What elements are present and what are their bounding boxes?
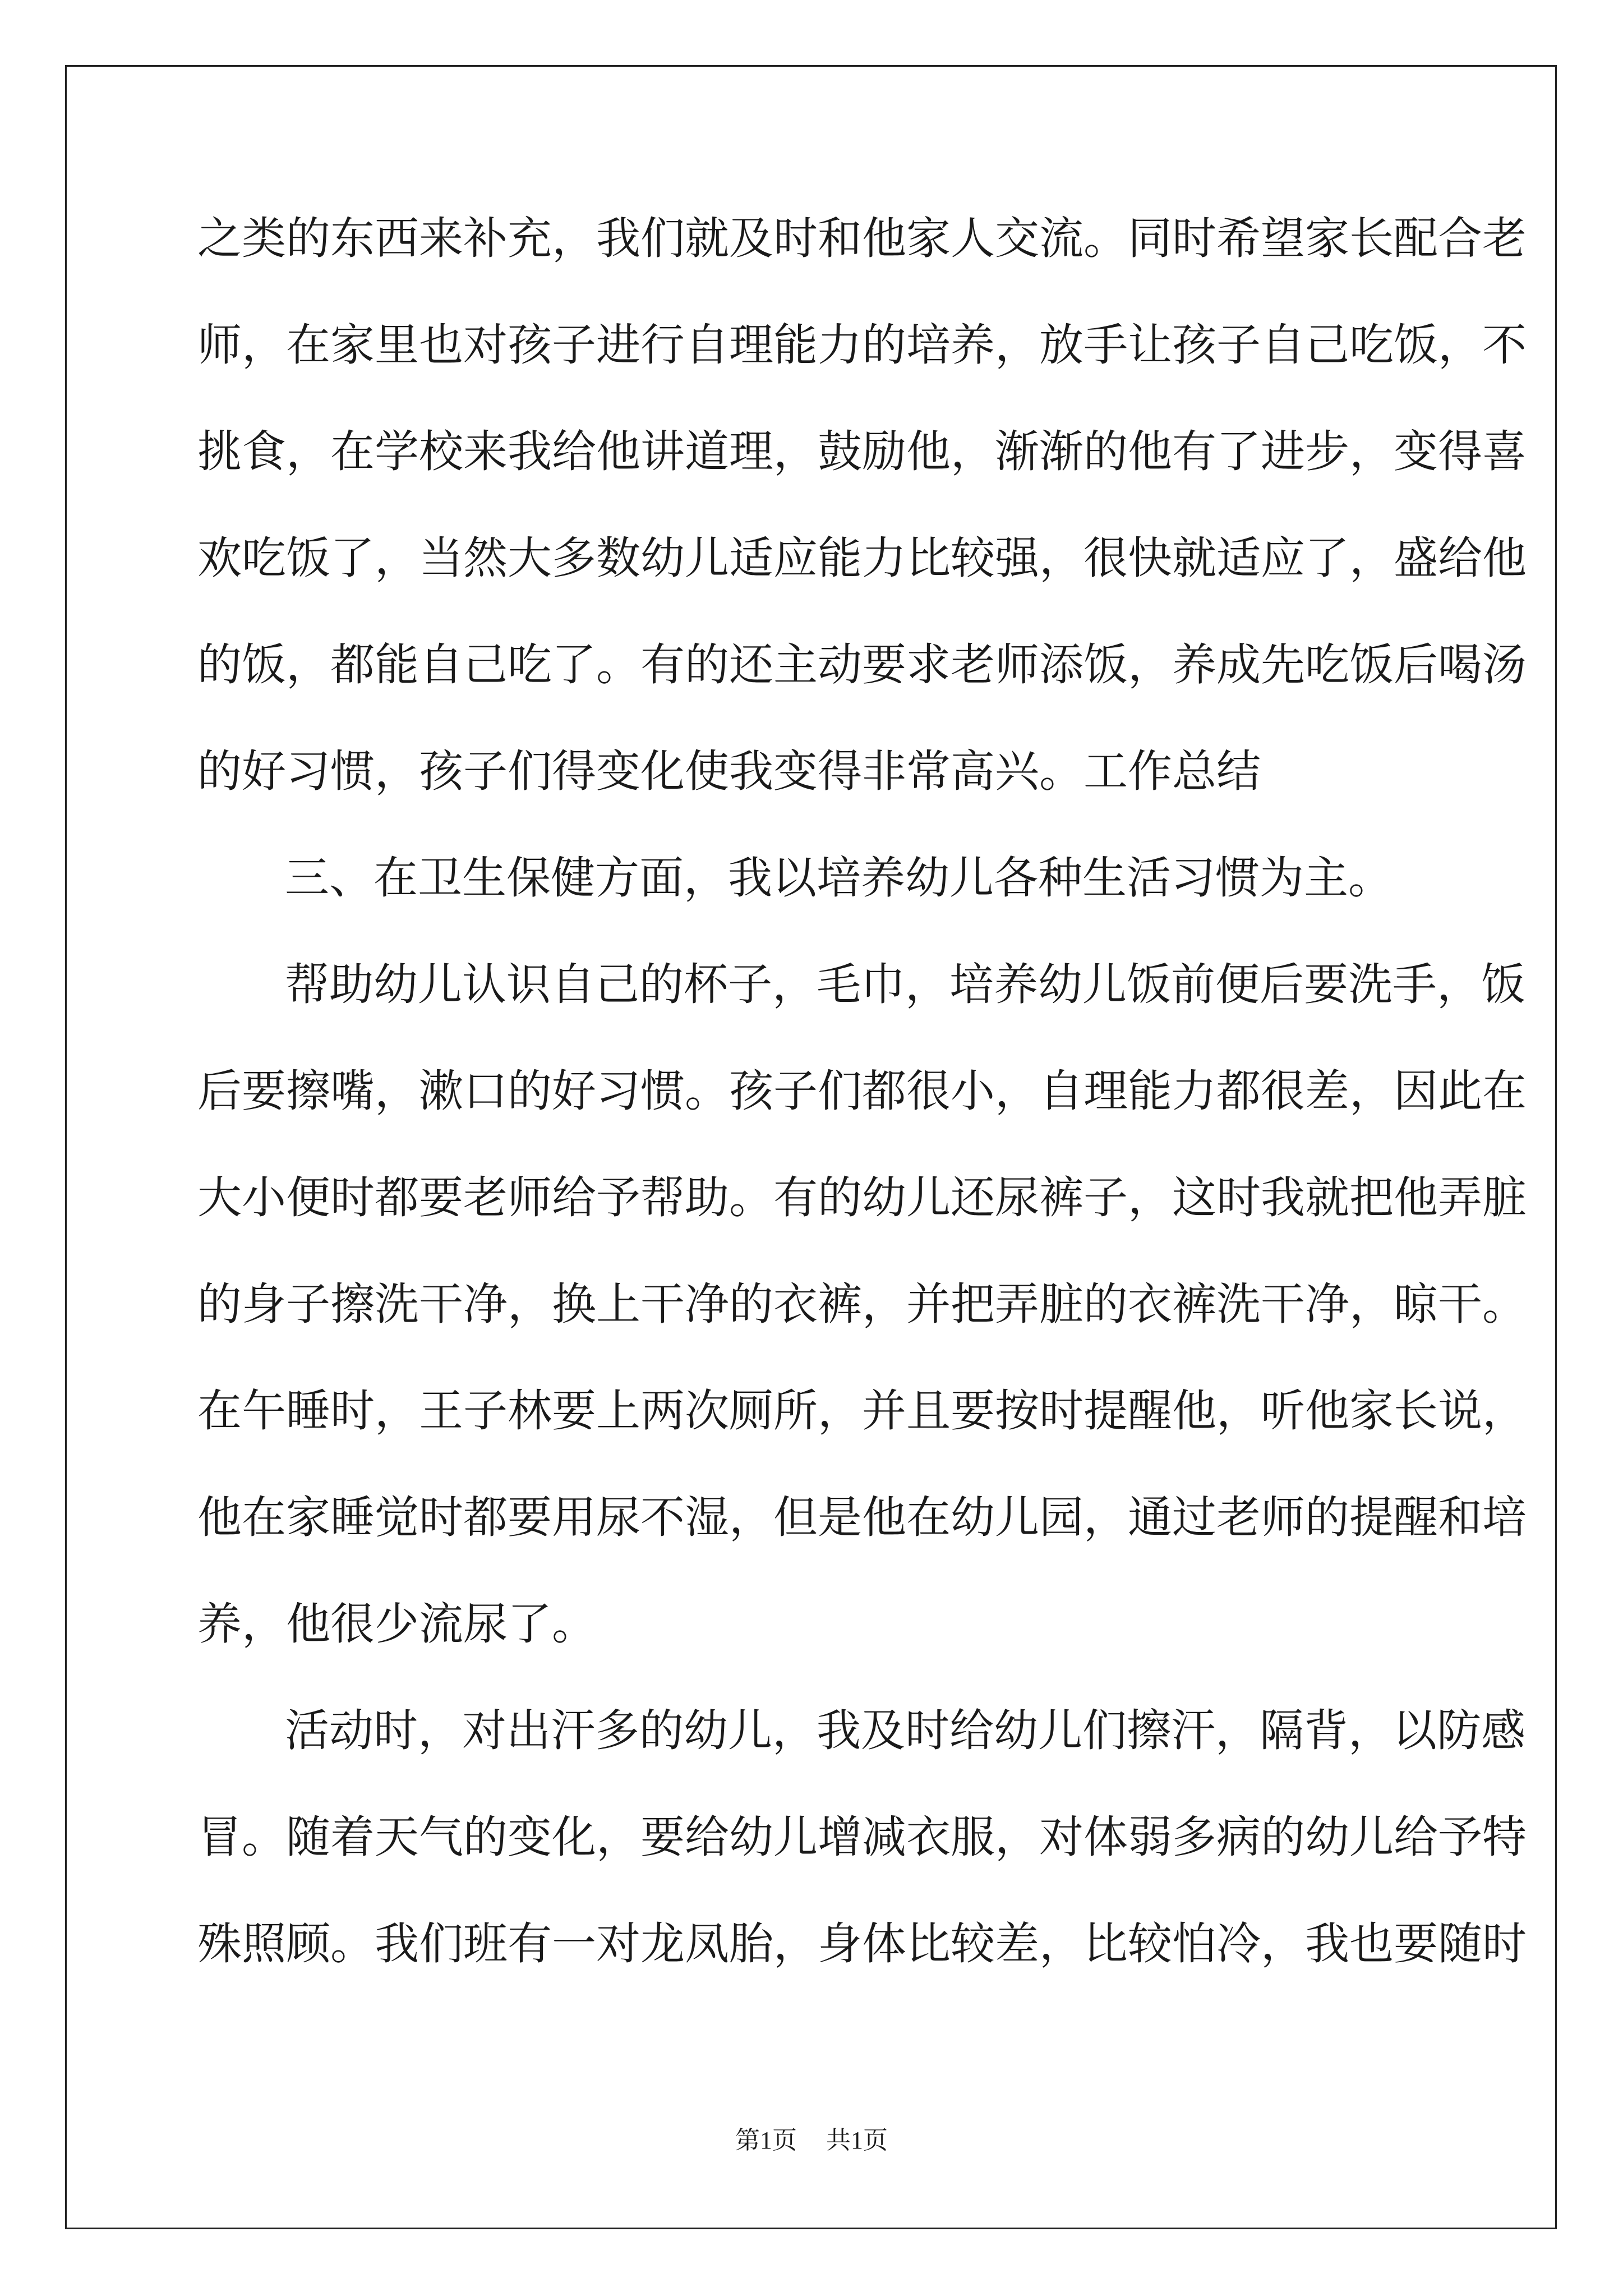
text-line: 他在家睡觉时都要用尿不湿，但是他在幼儿园，通过老师的提醒和培: [197, 1492, 1527, 1543]
page-total: 共1页: [826, 2127, 888, 2154]
text-line: 的身子擦洗干净，换上干净的衣裤，并把弄脏的衣裤洗干净，晾干。: [197, 1278, 1527, 1330]
text-line: 在午睡时，王子林要上两次厕所，并且要按时提醒他，听他家长说，: [197, 1385, 1527, 1437]
text-line: 师，在家里也对孩子进行自理能力的培养，放手让孩子自己吃饭，不: [197, 319, 1527, 371]
text-line: 冒。随着天气的变化，要给幼儿增减衣服，对体弱多病的幼儿给予特: [197, 1811, 1527, 1863]
paragraph-start: 活动时，对出汗多的幼儿，我及时给幼儿们擦汗，隔背，以防感: [285, 1705, 1525, 1756]
text-line: 挑食，在学校来我给他讲道理，鼓励他，渐渐的他有了进步，变得喜: [197, 426, 1527, 477]
text-line: 大小便时都要老师给予帮助。有的幼儿还尿裤子，这时我就把他弄脏: [197, 1172, 1527, 1223]
text-line: 后要擦嘴，漱口的好习惯。孩子们都很小，自理能力都很差，因此在: [197, 1065, 1527, 1117]
text-line: 的饭，都能自己吃了。有的还主动要求老师添饭，养成先吃饭后喝汤: [197, 639, 1527, 691]
text-line: 殊照顾。我们班有一对龙凤胎，身体比较差，比较怕冷，我也要随时: [197, 1918, 1527, 1970]
text-line: 养，他很少流尿了。: [197, 1598, 596, 1650]
text-line: 欢吃饭了，当然大多数幼儿适应能力比较强，很快就适应了，盛给他: [197, 532, 1527, 584]
section-heading: 三、在卫生保健方面，我以培养幼儿各种生活习惯为主。: [285, 852, 1393, 904]
page-footer: [0, 2124, 1623, 2157]
page-border: [65, 65, 1557, 2229]
paragraph-start: 帮助幼儿认识自己的杯子，毛巾，培养幼儿饭前便后要洗手，饭: [285, 959, 1525, 1010]
text-line: 之类的东西来补充，我们就及时和他家人交流。同时希望家长配合老: [197, 213, 1527, 264]
text-line: 的好习惯，孩子们得变化使我变得非常高兴。工作总结: [197, 746, 1261, 797]
page-number: 第1页: [735, 2127, 797, 2154]
